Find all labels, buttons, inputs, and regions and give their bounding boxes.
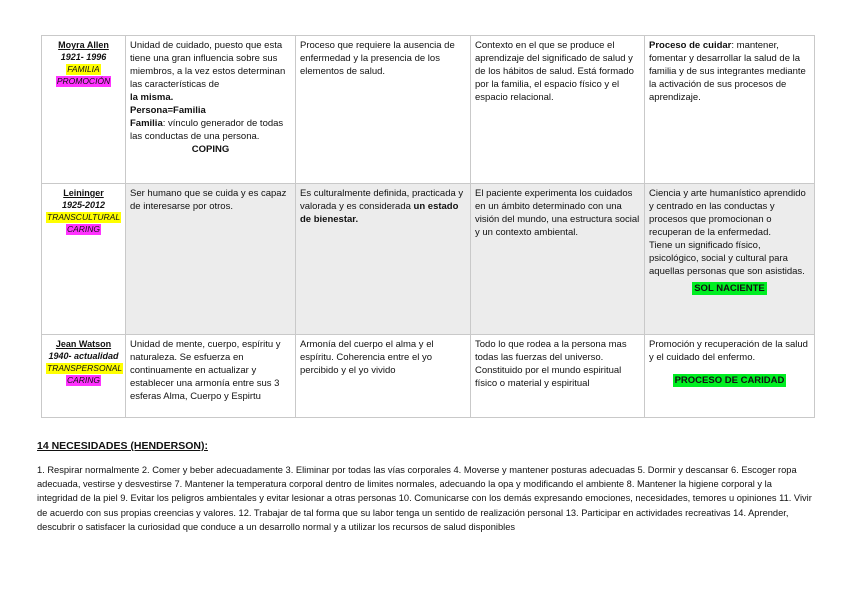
cuidado-text: Tiene un significado físico, psicológico, social y cultural para aquellas personas que son asistidas. [649,240,805,277]
persona-cell [126,184,296,335]
salud-text: Es culturalmente definida, practicada y valorada y es considerada [300,188,464,212]
cuidado-tag-label: PROCESO DE CARIDAD [674,375,785,386]
persona-footer: COPING [191,144,230,155]
salud-text: Armonía del cuerpo el alma y el espíritu. Coherencia entre el yo percibido y el yo vivido [300,339,434,376]
persona-text: la misma. [130,92,174,103]
cuidado-text: : mantener, fomentar y desarrollar la salud de la familia y de sus integrantes mediante la activación de sus procesos de aprendizaje. [649,40,806,103]
author-tag: TRANSCULTURAL [47,212,121,222]
section-title: 14 NECESIDADES (HENDERSON): [37,440,208,452]
entorno-text: Todo lo que rodea a la persona mas todas las fuerzas del universo. Constituido por el mundo espiritual físico o material y espiritual [475,339,627,389]
persona-text: Ser humano que se cuida y es capaz de interesarse por otros. [130,188,287,212]
persona-text: Persona=Familia [130,105,206,116]
entorno-cell [471,335,645,418]
author-cell [42,36,126,184]
entorno-cell [471,36,645,184]
salud-cell [296,335,471,418]
cuidado-tag-label: SOL NACIENTE [694,283,765,294]
author-tag: CARING [66,375,101,385]
section-body: 1. Respirar normalmente 2. Comer y beber adecuadamente 3. Eliminar por todas las vías corporales 4. Moverse y mantener posturas adecuadas 5. Dormir y descansar 6. Escoger ropa adecuada, vestirse y desvestirse 7. Mantener la temperatura corporal dentro de limites normales, adecuando la opa y modificando el ambiente 8. Mantener la higiene corporal y la integridad de la piel 9. Evitar los peligros ambientales y evitar lesionar a otras personas 10. Comunicarse con los demás expresando emociones, necesidades, temores u opiniones 11. Vivir de acuerdo con sus propias creencias y valores. 12. Trabajar de tal forma que su labor tenga un sentido de realización personal 13. Participar en actividades recreativas 14. Aprender, descubrir o satisfacer la curiosidad que conduce a un desarrollo normal y a utilizar los recursos de salud disponibles [37,465,812,532]
persona-text: Unidad de mente, cuerpo, espíritu y naturaleza. Se esfuerza en continuamente en actualizar y establecer una armonía entre sus 3 esferas Alma, Cuerpo y Espirtu [130,339,281,402]
theorists-table [41,35,815,418]
salud-cell [296,36,471,184]
cuidado-tag [649,282,810,295]
author-years: 1921- 1996 [60,52,107,62]
table-row [42,335,815,418]
author-tag: FAMILIA [67,64,100,74]
cuidado-cell [645,335,815,418]
salud-text: Proceso que requiere la ausencia de enfermedad y la presencia de los elementos de salud. [300,40,455,77]
author-cell [42,184,126,335]
entorno-text: Contexto en el que se produce el aprendizaje del significado de salud y de los hábitos de salud. Está formado por la familia, el espacio físico y el espacio relacional. [475,40,634,103]
cuidado-cell [645,36,815,184]
persona-cell [126,36,296,184]
author-tag: PROMOCIÓN [56,76,111,86]
author-tag: CARING [66,224,101,234]
cuidado-lead: Proceso de cuidar [649,40,732,51]
cuidado-tag [649,374,810,387]
author-name: Jean Watson [55,339,112,349]
author-name: Moyra Allen [58,40,109,50]
persona-text: : vínculo generador de todas las conductas de una persona. [130,118,284,142]
author-name: Leininger [63,188,104,198]
table-row [42,36,815,184]
cuidado-text: Ciencia y arte humanístico aprendido y centrado en las conductas y procesos que promocionan o recuperan de la enfermedad. [649,188,806,238]
author-years: 1940- actualidad [48,351,119,361]
persona-text: Familia [130,118,163,129]
cuidado-cell [645,184,815,335]
author-years: 1925-2012 [61,200,106,210]
table-row [42,184,815,335]
entorno-text: El paciente experimenta los cuidados en un ámbito determinado con una visión del mundo, una estructura social y un contexto ambiental. [475,188,640,238]
salud-bold-text: un estado de bienestar. [300,201,459,225]
author-cell [42,335,126,418]
persona-text: Unidad de cuidado, puesto que esta tiene una gran influencia sobre sus miembros, a la vez estos determinan las características de [130,40,286,90]
entorno-cell [471,184,645,335]
salud-cell [296,184,471,335]
cuidado-text: Promoción y recuperación de la salud y el cuidado del enfermo. [649,339,808,363]
persona-cell [126,335,296,418]
author-tag: TRANSPERSONAL [47,363,123,373]
